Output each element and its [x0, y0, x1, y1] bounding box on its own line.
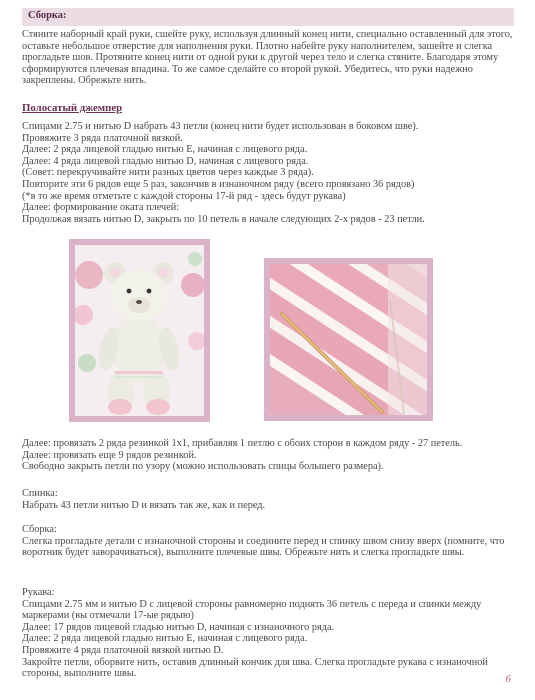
- knitting-illustration: [270, 264, 427, 415]
- teddy-bear-illustration: [75, 245, 204, 416]
- teddy-bear-photo: [75, 245, 204, 416]
- knitting-photo-frame: [264, 258, 433, 421]
- assembly-header: Сборка:: [28, 10, 67, 21]
- back-section: Спинка: Набрать 43 петли нитью D и вязать так же, как и перед.: [22, 488, 266, 511]
- jumper-section-title: Полосатый джемпер: [22, 102, 123, 114]
- teddy-bear-photo-frame: [69, 239, 210, 422]
- assembly-paragraph: Стяните наборный край руки, сшейте руку, используя длинный конец нити, специально оставленный для этого, оставьте небольшое отверстие для наполнения руки. Плотно набейте руку наполнителем, зашейте и слегка прогладьте шов. Протяните конец нити от одной руки к другой через тело и слегка стяните. Благодаря этому сформируются плечевая впадина. То же самое сделайте со второй рукой. Убедитесь, что руки надежно закреплены. Обрежьте нить.: [22, 29, 513, 87]
- neckline-instructions: Далее: провязать 2 ряда резинкой 1х1, прибавляя 1 петлю с обоих сторон в каждом ряду - 27 петель. Далее: провязать еще 9 рядов резинкой. Свободно закрыть петли по узору (можно использовать спицы большего размера).: [22, 438, 463, 473]
- jumper-instructions: Спицами 2.75 и нитью D набрать 43 петли (конец нити будет использован в боковом шве). Провяжите 3 ряда платочной вязкой. Далее: 2 ряда лицевой гладью нитью E, начиная с лицевого ряда. Далее: 4 ряда лицевой гладью нитью D, начиная с лицевого ряда. (Совет: перекручивайте нити разных цветов через каждые 3 ряда). Повторите эти 6 рядов еще 5 раз, закончив в изнаночном ряду (всего провязано 36 рядов) (*в то же время отметьте с каждой стороны 17-й ряд - здесь будут рукава) Далее: формирование оката плечей: Продолжая вязать нитью D, закрыть по 10 петель в начале следующих 2-х рядов - 23 петли.: [22, 121, 425, 225]
- assembly-section-2: Сборка: Слегка прогладьте детали с изнаночной стороны и соедините перед и спинку швом снизу вверх (помните, что воротник будет заворачиваться), выполните плечевые швы. Обрежьте нить и слегка прогладьте швы.: [22, 524, 505, 559]
- page-number: 6: [505, 673, 511, 685]
- striped-knitting-photo: [270, 264, 427, 415]
- sleeves-section: Рукава: Спицами 2.75 мм и нитью D с лицевой стороны равномерно поднять 36 петель с переда и спинки между маркерами (вы отмечали 17-ые рядыю) Далее: 17 рядов лицевой гладью нитью D, начиная с изнаночного ряда. Далее: 2 ряда лицевой гладью нитью E, начиная с лицевого ряда. Провяжите 4 ряда платочной вязкой нитью D. Закройте петли, оборвите нить, оставив длинный кончик для шва. Слегка прогладьте рукава с изнаночной стороны, выполните швы.: [22, 587, 488, 680]
- assembly-header-band: [22, 8, 514, 26]
